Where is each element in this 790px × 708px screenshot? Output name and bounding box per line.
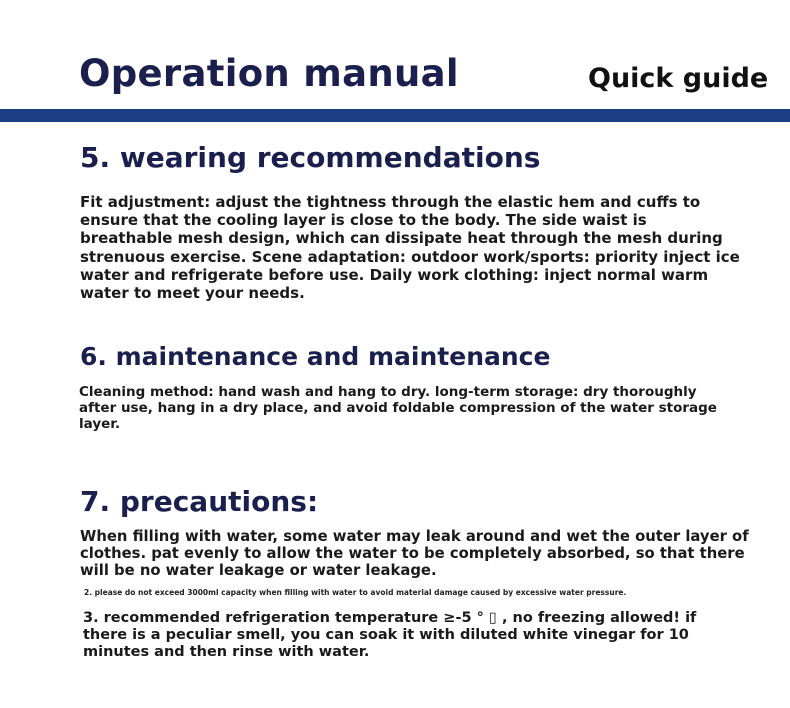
section-body-precautions: When filling with water, some water may leak around and wet the outer layer of clothes. pat evenly to allow the water to be completely absorbed, so that there will be no water leakage or water leakage. <box>80 528 749 580</box>
page-subtitle: Quick guide <box>588 63 769 94</box>
precaution-item-temperature: 3. recommended refrigeration temperature ≥-5 ° ▯ , no freezing allowed! if there is a peculiar smell, you can soak it with diluted white vinegar for 10 minutes and then rinse with water. <box>83 610 697 660</box>
section-heading-wearing: 5. wearing recommendations <box>80 141 541 174</box>
section-body-maintenance: Cleaning method: hand wash and hang to dry. long-term storage: dry thoroughly after use, hang in a dry place, and avoid foldable compression of the water storage layer. <box>79 384 717 432</box>
section-heading-maintenance: 6. maintenance and maintenance <box>80 342 551 371</box>
section-body-wearing: Fit adjustment: adjust the tightness through the elastic hem and cuffs to ensure that the cooling layer is close to the body. The side waist is breathable mesh design, which can dissipate heat through the mesh during strenuous exercise. Scene adaptation: outdoor work/sports: priority inject ice water and refrigerate before use. Daily work clothing: inject normal warm water to meet your needs. <box>80 193 740 303</box>
header-divider-bar <box>0 109 790 122</box>
section-heading-precautions: 7. precautions: <box>80 485 319 518</box>
precaution-note-capacity: 2. please do not exceed 3000ml capacity when filling with water to avoid material damage caused by excessive water pressure. <box>84 588 627 597</box>
page-title: Operation manual <box>79 52 459 95</box>
